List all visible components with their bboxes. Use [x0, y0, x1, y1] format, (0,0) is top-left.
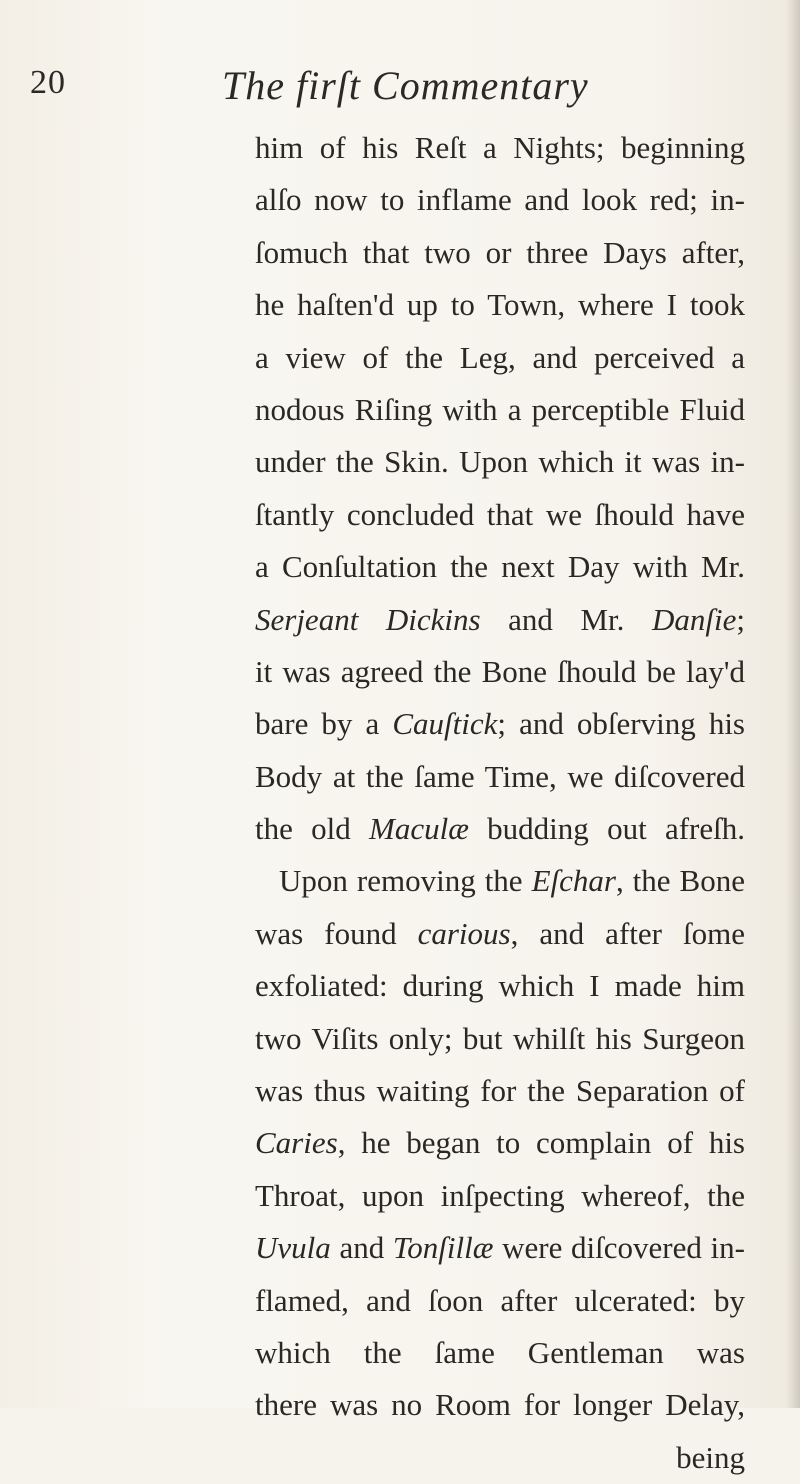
- line-text: Throat, upon inſpecting whereof, the: [255, 1177, 745, 1213]
- line-text: and Mr.: [480, 601, 652, 637]
- line-text: budding out afreſh.: [468, 811, 745, 847]
- italic-text: carious: [417, 915, 511, 951]
- text-line: [255, 1379, 745, 1431]
- text-line: [255, 698, 745, 750]
- line-text: ſomuch that two or three Days after,: [255, 234, 745, 270]
- italic-text: Maculæ: [369, 811, 469, 847]
- text-line: [255, 1117, 745, 1169]
- text-line: [255, 436, 745, 488]
- text-line: [255, 960, 745, 1012]
- line-text: he haſten'd up to Town, where I took: [255, 287, 745, 323]
- line-text: were diſcovered in-: [493, 1230, 745, 1266]
- line-text: under the Skin. Upon which it was in-: [255, 444, 745, 480]
- line-text: which the ſame Gentleman was: [255, 1334, 745, 1370]
- line-text: there was no Room for longer Delay,: [255, 1387, 745, 1423]
- text-line: [255, 1432, 745, 1484]
- line-text: , the Bone: [615, 863, 745, 899]
- italic-text: Danſie: [652, 601, 737, 637]
- text-line: [255, 1170, 745, 1222]
- line-text: a view of the Leg, and perceived a: [255, 339, 745, 375]
- running-title: The firſt Commentary: [222, 63, 589, 108]
- line-text: ſtantly concluded that we ſhould have: [255, 496, 745, 532]
- line-text: and: [330, 1230, 393, 1266]
- text-line: [255, 541, 745, 593]
- italic-text: Cauſtick: [392, 706, 498, 742]
- line-text: Body at the ſame Time, we diſcovered: [255, 758, 745, 794]
- text-line: [255, 1013, 745, 1065]
- line-text: , and after ſome: [510, 915, 745, 951]
- line-text: exfoliated: during which I made him: [255, 968, 745, 1004]
- text-line: [255, 803, 745, 855]
- line-text: the old: [255, 811, 370, 847]
- page-header: [30, 62, 730, 122]
- line-text: ; and obſerving his: [497, 706, 745, 742]
- text-line: [255, 174, 745, 226]
- line-text: a Conſultation the next Day with Mr.: [255, 549, 745, 585]
- line-text: ;: [736, 601, 745, 637]
- text-line: [255, 855, 745, 907]
- line-text: him of his Reſt a Nights; beginning: [255, 130, 745, 165]
- line-text: being: [676, 1439, 745, 1475]
- text-line: [255, 279, 745, 331]
- text-line: [255, 1327, 745, 1379]
- text-line: [255, 1222, 745, 1274]
- italic-text: Serjeant Dickins: [255, 601, 481, 637]
- line-text: was thus waiting for the Separation of: [255, 1073, 745, 1109]
- line-text: , he began to complain of his: [337, 1125, 745, 1161]
- italic-text: Uvula: [255, 1230, 331, 1266]
- line-text: two Viſits only; but whilſt his Surgeon: [255, 1020, 745, 1056]
- text-line: [255, 1275, 745, 1327]
- line-text: flamed, and ſoon after ulcerated: by: [255, 1282, 745, 1318]
- page-number: 20: [30, 64, 66, 101]
- text-line: [255, 489, 745, 541]
- text-line: [255, 1065, 745, 1117]
- text-line: [255, 227, 745, 279]
- italic-text: Tonſillæ: [392, 1230, 494, 1266]
- line-text: alſo now to inflame and look red; in-: [255, 182, 745, 218]
- text-line: [255, 122, 745, 174]
- text-line: [255, 384, 745, 436]
- line-text: was found: [255, 915, 418, 951]
- page-edge-shadow: [786, 0, 800, 1408]
- text-line: [255, 594, 745, 646]
- text-line: [255, 751, 745, 803]
- text-line: [255, 908, 745, 960]
- line-text: it was agreed the Bone ſhould be lay'd: [255, 653, 745, 689]
- text-line: [255, 332, 745, 384]
- line-text: nodous Riſing with a perceptible Fluid: [255, 391, 745, 427]
- line-text: bare by a: [255, 706, 393, 742]
- italic-text: Eſchar: [531, 863, 616, 899]
- line-text: Upon removing the: [279, 863, 532, 899]
- text-line: [255, 646, 745, 698]
- italic-text: Caries: [255, 1125, 338, 1161]
- body-text: [255, 122, 745, 1484]
